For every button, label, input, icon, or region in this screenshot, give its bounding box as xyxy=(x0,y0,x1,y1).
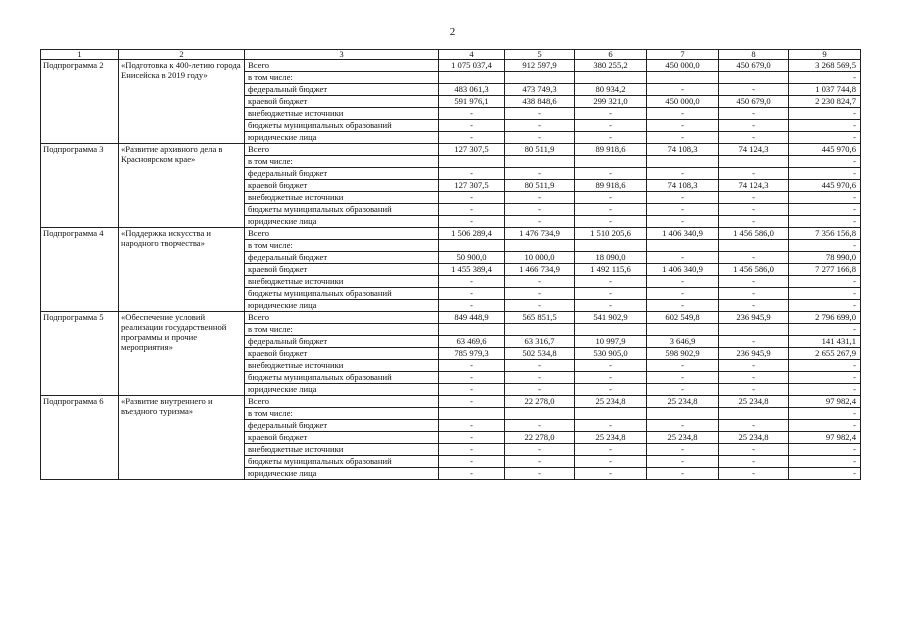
value-cell: - xyxy=(789,276,861,288)
value-cell: - xyxy=(505,192,575,204)
value-cell: 25 234,8 xyxy=(575,432,647,444)
value-cell: - xyxy=(647,468,719,480)
value-cell xyxy=(719,72,789,84)
value-cell: 591 976,1 xyxy=(439,96,505,108)
value-cell: 445 970,6 xyxy=(789,144,861,156)
value-cell: - xyxy=(789,384,861,396)
value-cell: - xyxy=(575,420,647,432)
value-cell: - xyxy=(439,432,505,444)
value-cell: 299 321,0 xyxy=(575,96,647,108)
value-cell: 50 900,0 xyxy=(439,252,505,264)
value-cell: - xyxy=(647,372,719,384)
value-cell: 74 124,3 xyxy=(719,144,789,156)
value-cell: 3 646,9 xyxy=(647,336,719,348)
value-cell: - xyxy=(789,300,861,312)
value-cell: - xyxy=(439,108,505,120)
value-cell xyxy=(719,240,789,252)
funding-source: внебюджетные источники xyxy=(245,444,439,456)
value-cell: - xyxy=(647,420,719,432)
value-cell xyxy=(505,324,575,336)
value-cell: - xyxy=(719,168,789,180)
value-cell xyxy=(575,156,647,168)
value-cell: - xyxy=(575,108,647,120)
value-cell: - xyxy=(647,288,719,300)
value-cell: 89 918,6 xyxy=(575,180,647,192)
value-cell: - xyxy=(505,384,575,396)
value-cell: - xyxy=(575,384,647,396)
value-cell: - xyxy=(789,408,861,420)
header-cell: 2 xyxy=(119,50,245,60)
value-cell: 74 108,3 xyxy=(647,144,719,156)
value-cell xyxy=(719,408,789,420)
value-cell: 502 534,8 xyxy=(505,348,575,360)
funding-source: внебюджетные источники xyxy=(245,360,439,372)
value-cell: - xyxy=(439,396,505,408)
value-cell: - xyxy=(575,300,647,312)
value-cell xyxy=(575,240,647,252)
value-cell: - xyxy=(575,360,647,372)
value-cell: 565 851,5 xyxy=(505,312,575,324)
value-cell: 25 234,8 xyxy=(719,396,789,408)
value-cell: 530 905,0 xyxy=(575,348,647,360)
value-cell: - xyxy=(719,108,789,120)
value-cell: - xyxy=(439,384,505,396)
value-cell: 97 982,4 xyxy=(789,396,861,408)
value-cell: 22 278,0 xyxy=(505,396,575,408)
value-cell: - xyxy=(719,384,789,396)
value-cell: - xyxy=(505,360,575,372)
funding-source: федеральный бюджет xyxy=(245,84,439,96)
value-cell: - xyxy=(719,132,789,144)
value-cell: - xyxy=(505,420,575,432)
value-cell: 25 234,8 xyxy=(575,396,647,408)
value-cell: - xyxy=(719,192,789,204)
value-cell xyxy=(439,72,505,84)
value-cell: - xyxy=(719,84,789,96)
value-cell: - xyxy=(439,276,505,288)
value-cell: - xyxy=(719,456,789,468)
value-cell: - xyxy=(647,84,719,96)
value-cell: - xyxy=(647,216,719,228)
value-cell xyxy=(719,324,789,336)
value-cell: - xyxy=(647,300,719,312)
value-cell: 1 406 340,9 xyxy=(647,228,719,240)
funding-source: в том числе: xyxy=(245,240,439,252)
value-cell: 10 997,9 xyxy=(575,336,647,348)
value-cell: - xyxy=(505,468,575,480)
value-cell: - xyxy=(789,132,861,144)
funding-source: бюджеты муниципальных образований xyxy=(245,288,439,300)
value-cell: - xyxy=(719,420,789,432)
value-cell: - xyxy=(575,276,647,288)
funding-source: внебюджетные источники xyxy=(245,192,439,204)
value-cell: 1 510 205,6 xyxy=(575,228,647,240)
value-cell: 80 934,2 xyxy=(575,84,647,96)
funding-source: бюджеты муниципальных образований xyxy=(245,204,439,216)
subprogram-label: Подпрограмма 4 xyxy=(41,228,119,312)
value-cell: 1 476 734,9 xyxy=(505,228,575,240)
value-cell: 450 000,0 xyxy=(647,96,719,108)
value-cell: - xyxy=(789,288,861,300)
value-cell: - xyxy=(719,288,789,300)
value-cell: - xyxy=(647,384,719,396)
value-cell: 541 902,9 xyxy=(575,312,647,324)
funding-source: краевой бюджет xyxy=(245,432,439,444)
value-cell: - xyxy=(439,300,505,312)
value-cell xyxy=(575,408,647,420)
subprogram-name: «Развитие внутреннего и въездного туризма» xyxy=(119,396,245,480)
value-cell: 598 902,9 xyxy=(647,348,719,360)
value-cell xyxy=(505,408,575,420)
page-number: 2 xyxy=(449,26,456,38)
value-cell: - xyxy=(719,336,789,348)
value-cell: - xyxy=(575,444,647,456)
value-cell: - xyxy=(789,468,861,480)
funding-source: краевой бюджет xyxy=(245,180,439,192)
funding-source: Всего xyxy=(245,312,439,324)
value-cell: 1 037 744,8 xyxy=(789,84,861,96)
funding-source: внебюджетные источники xyxy=(245,108,439,120)
table-row xyxy=(41,144,861,156)
value-cell xyxy=(575,324,647,336)
value-cell: 438 848,6 xyxy=(505,96,575,108)
value-cell: 127 307,5 xyxy=(439,144,505,156)
value-cell: 1 075 037,4 xyxy=(439,60,505,72)
subprogram-label: Подпрограмма 5 xyxy=(41,312,119,396)
value-cell xyxy=(439,408,505,420)
funding-source: федеральный бюджет xyxy=(245,252,439,264)
header-cell: 1 xyxy=(41,50,119,60)
subprogram-name: «Развитие архивного дела в Красноярском крае» xyxy=(119,144,245,228)
value-cell xyxy=(505,72,575,84)
value-cell: - xyxy=(789,420,861,432)
subprogram-name: «Подготовка к 400-летию города Енисейска в 2019 году» xyxy=(119,60,245,144)
value-cell: - xyxy=(789,360,861,372)
value-cell: - xyxy=(789,372,861,384)
value-cell xyxy=(647,324,719,336)
value-cell: 3 268 569,5 xyxy=(789,60,861,72)
funding-source: юридические лица xyxy=(245,300,439,312)
value-cell: - xyxy=(505,300,575,312)
value-cell: - xyxy=(505,108,575,120)
value-cell: - xyxy=(789,72,861,84)
value-cell: - xyxy=(789,168,861,180)
value-cell: - xyxy=(647,360,719,372)
value-cell: - xyxy=(505,444,575,456)
value-cell: 22 278,0 xyxy=(505,432,575,444)
value-cell xyxy=(439,240,505,252)
value-cell: - xyxy=(439,360,505,372)
value-cell: - xyxy=(719,360,789,372)
value-cell: 80 511,9 xyxy=(505,180,575,192)
value-cell: - xyxy=(647,108,719,120)
value-cell: - xyxy=(647,132,719,144)
value-cell: - xyxy=(789,108,861,120)
value-cell: - xyxy=(439,456,505,468)
funding-source: в том числе: xyxy=(245,156,439,168)
funding-source: юридические лица xyxy=(245,384,439,396)
value-cell: - xyxy=(439,372,505,384)
value-cell xyxy=(575,72,647,84)
value-cell: - xyxy=(575,288,647,300)
funding-source: в том числе: xyxy=(245,408,439,420)
value-cell xyxy=(505,240,575,252)
header-cell: 8 xyxy=(719,50,789,60)
funding-source: краевой бюджет xyxy=(245,96,439,108)
value-cell: 2 655 267,9 xyxy=(789,348,861,360)
value-cell: 63 316,7 xyxy=(505,336,575,348)
value-cell: 97 982,4 xyxy=(789,432,861,444)
value-cell xyxy=(647,72,719,84)
value-cell: 602 549,8 xyxy=(647,312,719,324)
value-cell: - xyxy=(505,456,575,468)
value-cell: - xyxy=(505,132,575,144)
value-cell xyxy=(647,240,719,252)
table-row xyxy=(41,228,861,240)
value-cell: - xyxy=(719,468,789,480)
value-cell: 1 456 586,0 xyxy=(719,264,789,276)
value-cell: 473 749,3 xyxy=(505,84,575,96)
funding-source: внебюджетные источники xyxy=(245,276,439,288)
funding-source: Всего xyxy=(245,144,439,156)
value-cell: - xyxy=(575,216,647,228)
value-cell: 74 108,3 xyxy=(647,180,719,192)
value-cell: - xyxy=(505,276,575,288)
funding-source: Всего xyxy=(245,60,439,72)
funding-source: бюджеты муниципальных образований xyxy=(245,456,439,468)
value-cell: - xyxy=(789,156,861,168)
value-cell: - xyxy=(505,372,575,384)
value-cell: - xyxy=(575,168,647,180)
value-cell: - xyxy=(789,240,861,252)
value-cell: - xyxy=(789,324,861,336)
value-cell: - xyxy=(647,252,719,264)
subprogram-name: «Поддержка искусства и народного творчества» xyxy=(119,228,245,312)
funding-source: в том числе: xyxy=(245,72,439,84)
value-cell: - xyxy=(439,204,505,216)
value-cell: 74 124,3 xyxy=(719,180,789,192)
value-cell: 2 796 699,0 xyxy=(789,312,861,324)
value-cell: 1 506 289,4 xyxy=(439,228,505,240)
value-cell: - xyxy=(505,288,575,300)
value-cell: - xyxy=(439,168,505,180)
value-cell: - xyxy=(647,456,719,468)
header-cell: 4 xyxy=(439,50,505,60)
value-cell: - xyxy=(647,120,719,132)
value-cell: - xyxy=(789,192,861,204)
value-cell: 63 469,6 xyxy=(439,336,505,348)
value-cell: 25 234,8 xyxy=(647,396,719,408)
value-cell: - xyxy=(647,276,719,288)
value-cell xyxy=(647,408,719,420)
value-cell: 912 597,9 xyxy=(505,60,575,72)
value-cell: - xyxy=(575,132,647,144)
value-cell: - xyxy=(505,120,575,132)
subprogram-label: Подпрограмма 3 xyxy=(41,144,119,228)
value-cell: 25 234,8 xyxy=(719,432,789,444)
value-cell: - xyxy=(439,288,505,300)
value-cell: - xyxy=(789,204,861,216)
funding-source: бюджеты муниципальных образований xyxy=(245,372,439,384)
table-row xyxy=(41,312,861,324)
funding-source: федеральный бюджет xyxy=(245,168,439,180)
header-cell: 7 xyxy=(647,50,719,60)
value-cell: - xyxy=(505,216,575,228)
value-cell: - xyxy=(439,216,505,228)
value-cell: - xyxy=(439,132,505,144)
value-cell: - xyxy=(789,216,861,228)
value-cell: - xyxy=(505,204,575,216)
value-cell xyxy=(439,324,505,336)
value-cell: - xyxy=(719,276,789,288)
funding-source: в том числе: xyxy=(245,324,439,336)
value-cell: - xyxy=(719,120,789,132)
value-cell: 445 970,6 xyxy=(789,180,861,192)
value-cell: - xyxy=(647,192,719,204)
value-cell: 78 990,0 xyxy=(789,252,861,264)
value-cell: 141 431,1 xyxy=(789,336,861,348)
header-cell: 5 xyxy=(505,50,575,60)
value-cell: - xyxy=(719,444,789,456)
value-cell: - xyxy=(789,456,861,468)
value-cell: - xyxy=(719,300,789,312)
value-cell: - xyxy=(439,192,505,204)
value-cell: 18 090,0 xyxy=(575,252,647,264)
value-cell: 80 511,9 xyxy=(505,144,575,156)
budget-table xyxy=(40,49,861,480)
value-cell: - xyxy=(789,120,861,132)
value-cell: 1 492 115,6 xyxy=(575,264,647,276)
value-cell: 849 448,9 xyxy=(439,312,505,324)
funding-source: юридические лица xyxy=(245,468,439,480)
value-cell: 2 230 824,7 xyxy=(789,96,861,108)
value-cell: 450 679,0 xyxy=(719,96,789,108)
value-cell: 236 945,9 xyxy=(719,312,789,324)
funding-source: краевой бюджет xyxy=(245,348,439,360)
value-cell: 1 466 734,9 xyxy=(505,264,575,276)
value-cell: 25 234,8 xyxy=(647,432,719,444)
funding-source: бюджеты муниципальных образований xyxy=(245,120,439,132)
value-cell: - xyxy=(719,204,789,216)
value-cell: - xyxy=(575,204,647,216)
value-cell: - xyxy=(439,120,505,132)
table-row xyxy=(41,396,861,408)
value-cell: 10 000,0 xyxy=(505,252,575,264)
header-cell: 3 xyxy=(245,50,439,60)
header-cell: 9 xyxy=(789,50,861,60)
value-cell: 1 456 586,0 xyxy=(719,228,789,240)
funding-source: Всего xyxy=(245,228,439,240)
funding-source: юридические лица xyxy=(245,132,439,144)
value-cell: 483 061,3 xyxy=(439,84,505,96)
value-cell xyxy=(439,156,505,168)
value-cell: 1 406 340,9 xyxy=(647,264,719,276)
value-cell: - xyxy=(789,444,861,456)
value-cell: 7 277 166,8 xyxy=(789,264,861,276)
value-cell: 450 000,0 xyxy=(647,60,719,72)
value-cell xyxy=(647,156,719,168)
value-cell: 1 455 389,4 xyxy=(439,264,505,276)
value-cell: - xyxy=(575,372,647,384)
funding-source: федеральный бюджет xyxy=(245,336,439,348)
value-cell: - xyxy=(439,444,505,456)
value-cell: 785 979,3 xyxy=(439,348,505,360)
header-row xyxy=(41,50,861,60)
value-cell xyxy=(505,156,575,168)
funding-source: Всего xyxy=(245,396,439,408)
value-cell: - xyxy=(719,252,789,264)
funding-source: краевой бюджет xyxy=(245,264,439,276)
value-cell: - xyxy=(575,468,647,480)
value-cell xyxy=(719,156,789,168)
value-cell: - xyxy=(647,168,719,180)
subprogram-name: «Обеспечение условий реализации государственной программы и прочие мероприятия» xyxy=(119,312,245,396)
value-cell: - xyxy=(575,120,647,132)
value-cell: 380 255,2 xyxy=(575,60,647,72)
value-cell: - xyxy=(575,456,647,468)
value-cell: 7 356 156,8 xyxy=(789,228,861,240)
funding-source: федеральный бюджет xyxy=(245,420,439,432)
value-cell: - xyxy=(719,372,789,384)
value-cell: - xyxy=(719,216,789,228)
value-cell: - xyxy=(647,204,719,216)
subprogram-label: Подпрограмма 2 xyxy=(41,60,119,144)
value-cell: 127 307,5 xyxy=(439,180,505,192)
value-cell: - xyxy=(575,192,647,204)
value-cell: - xyxy=(439,468,505,480)
header-cell: 6 xyxy=(575,50,647,60)
value-cell: 89 918,6 xyxy=(575,144,647,156)
value-cell: - xyxy=(647,444,719,456)
funding-source: юридические лица xyxy=(245,216,439,228)
value-cell: 236 945,9 xyxy=(719,348,789,360)
subprogram-label: Подпрограмма 6 xyxy=(41,396,119,480)
value-cell: - xyxy=(439,420,505,432)
value-cell: - xyxy=(505,168,575,180)
value-cell: 450 679,0 xyxy=(719,60,789,72)
table-row xyxy=(41,60,861,72)
